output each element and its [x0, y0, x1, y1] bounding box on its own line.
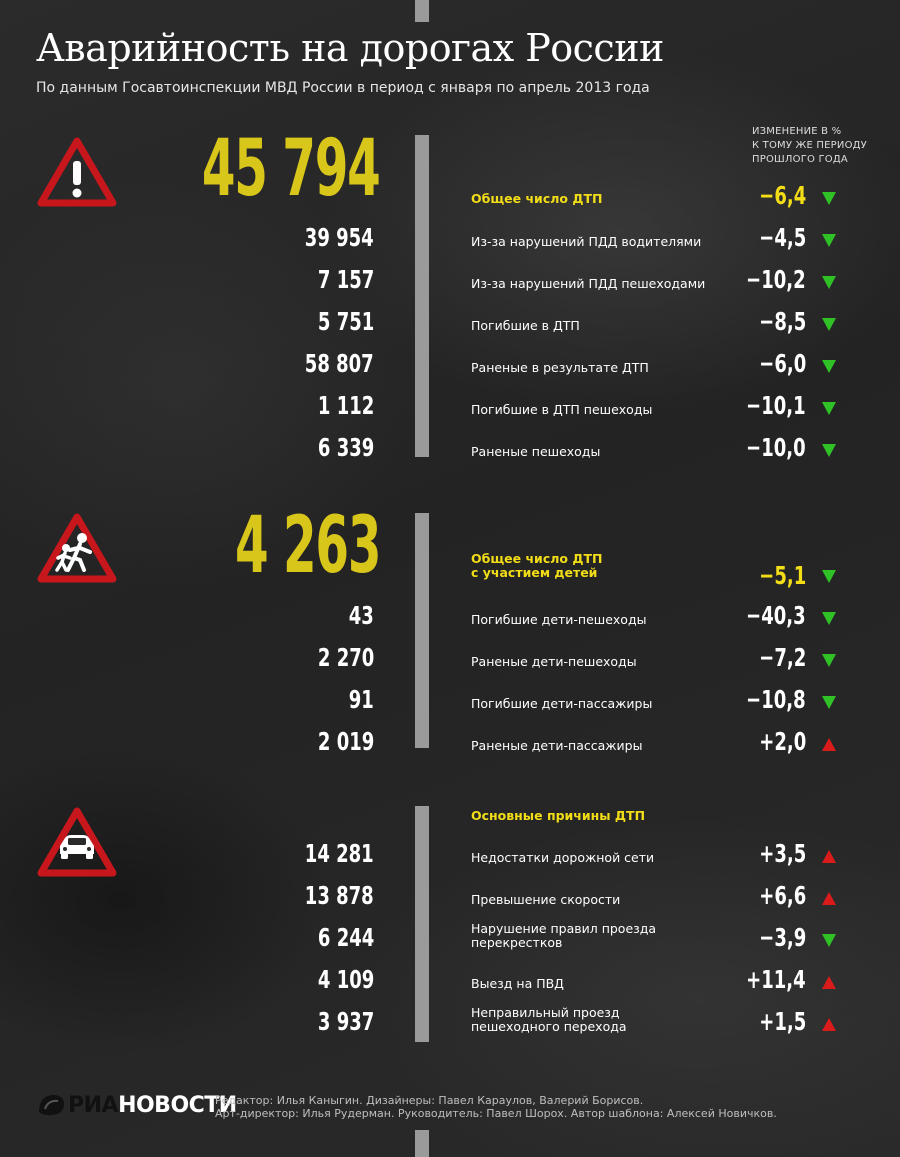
credits-line: Редактор: Илья Каныгин. Дизайнеры: Павел Караулов, Валерий Борисов. — [215, 1094, 644, 1107]
row-change: −4,5 — [759, 223, 806, 252]
decrease-arrow-icon — [822, 402, 836, 415]
row-value: 13 878 — [305, 881, 374, 910]
road-line — [415, 513, 429, 748]
row-change: +11,4 — [746, 965, 806, 994]
decrease-arrow-icon — [822, 696, 836, 709]
ria-novosti-logo — [36, 1092, 237, 1118]
row-label: Нарушение правил проезда перекрестков — [471, 921, 657, 950]
credits-line: Арт-директор: Илья Рудерман. Руководитель: Павел Шорох. Автор шаблона: Алексей Новичков. — [215, 1107, 777, 1120]
change-column-header: ИЗМЕНЕНИЕ В % К ТОМУ ЖЕ ПЕРИОДУ ПРОШЛОГО ГОДА — [752, 126, 867, 165]
row-value: 14 281 — [305, 839, 374, 868]
row-value: 58 807 — [305, 349, 374, 378]
row-change: −8,5 — [759, 307, 806, 336]
row-label: Из-за нарушений ПДД пешеходами — [471, 276, 706, 291]
row-label: Раненые дети-пассажиры — [471, 738, 643, 753]
decrease-arrow-icon — [822, 570, 836, 583]
decrease-arrow-icon — [822, 444, 836, 457]
row-change: +2,0 — [759, 727, 806, 756]
row-value: 2 270 — [317, 643, 374, 672]
credits — [215, 1094, 777, 1120]
row-value: 1 112 — [317, 391, 374, 420]
logo-novosti-text: НОВОСТИ — [118, 1092, 237, 1118]
page-subtitle: По данным Госавтоинспекции МВД России в период с января по апрель 2013 года — [36, 80, 650, 96]
decrease-arrow-icon — [822, 612, 836, 625]
row-value: 39 954 — [305, 223, 374, 252]
row-value: 6 339 — [317, 433, 374, 462]
decrease-arrow-icon — [822, 234, 836, 247]
row-value: 3 937 — [317, 1007, 374, 1036]
ria-logo-mark-icon — [36, 1092, 66, 1118]
car-sign-icon — [36, 806, 118, 878]
row-label: Раненые в результате ДТП — [471, 360, 649, 375]
exclamation-sign-icon — [36, 136, 118, 208]
row-change: −5,1 — [759, 561, 806, 590]
row-change: −40,3 — [746, 601, 806, 630]
row-value: 4 109 — [317, 965, 374, 994]
decrease-arrow-icon — [822, 192, 836, 205]
row-change: −3,9 — [759, 923, 806, 952]
decrease-arrow-icon — [822, 276, 836, 289]
row-label: Неправильный проезд пешеходного перехода — [471, 1005, 627, 1034]
row-label: Раненые дети-пешеходы — [471, 654, 637, 669]
total-child-accidents-number: 4 263 — [234, 501, 380, 591]
row-label: Общее число ДТП — [471, 191, 603, 206]
increase-arrow-icon — [822, 976, 836, 989]
increase-arrow-icon — [822, 738, 836, 751]
logo-ria-text: РИА — [68, 1092, 119, 1118]
row-change: −6,4 — [759, 181, 806, 210]
row-value: 7 157 — [317, 265, 374, 294]
row-label: Погибшие в ДТП пешеходы — [471, 402, 653, 417]
row-label: Превышение скорости — [471, 892, 621, 907]
increase-arrow-icon — [822, 1018, 836, 1031]
row-label: Погибшие дети-пешеходы — [471, 612, 647, 627]
decrease-arrow-icon — [822, 360, 836, 373]
row-value: 6 244 — [317, 923, 374, 952]
page-title: Аварийность на дорогах России — [36, 26, 664, 70]
increase-arrow-icon — [822, 892, 836, 905]
row-label: Недостатки дорожной сети — [471, 850, 655, 865]
row-change: −6,0 — [759, 349, 806, 378]
total-accidents-number: 45 794 — [202, 124, 380, 214]
decrease-arrow-icon — [822, 654, 836, 667]
row-change: −10,0 — [746, 433, 806, 462]
row-label: Общее число ДТП с участием детей — [471, 551, 603, 580]
road-line — [415, 135, 429, 457]
road-line — [415, 0, 429, 22]
row-label: Погибшие дети-пассажиры — [471, 696, 653, 711]
row-label: Выезд на ПВД — [471, 976, 564, 991]
row-change: −10,1 — [746, 391, 806, 420]
increase-arrow-icon — [822, 850, 836, 863]
decrease-arrow-icon — [822, 318, 836, 331]
decrease-arrow-icon — [822, 934, 836, 947]
row-change: −10,2 — [746, 265, 806, 294]
row-value: 5 751 — [317, 307, 374, 336]
row-label: Раненые пешеходы — [471, 444, 601, 459]
row-value: 91 — [348, 685, 374, 714]
row-change: +3,5 — [759, 839, 806, 868]
row-label: Погибшие в ДТП — [471, 318, 580, 333]
row-value: 2 019 — [317, 727, 374, 756]
road-line — [415, 806, 429, 1042]
row-label: Из-за нарушений ПДД водителями — [471, 234, 702, 249]
row-change: −10,8 — [746, 685, 806, 714]
causes-heading: Основные причины ДТП — [471, 808, 646, 823]
row-change: +6,6 — [759, 881, 806, 910]
children-crossing-sign-icon — [36, 512, 118, 584]
row-value: 43 — [348, 601, 374, 630]
road-line — [415, 1130, 429, 1157]
row-change: +1,5 — [759, 1007, 806, 1036]
row-change: −7,2 — [759, 643, 806, 672]
